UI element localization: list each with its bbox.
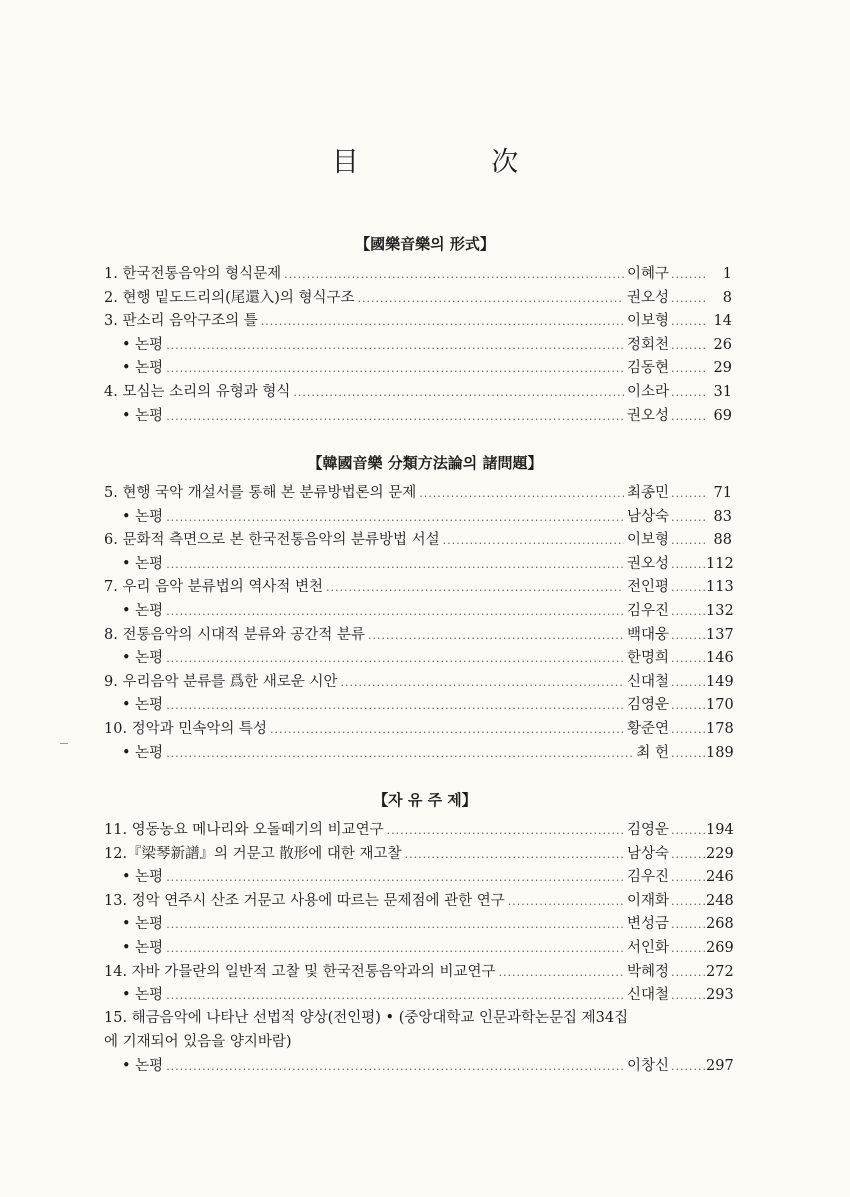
entry-page: 178 [706,720,734,737]
entry-author: 이보형 [626,313,669,330]
leader-dots-page [671,362,705,375]
toc-entry [104,309,732,333]
entry-page: 71 [713,485,732,501]
entry-author: 남상숙 [626,508,669,525]
entry-title: • 논평 [104,741,163,762]
entry-title: • 논평 [104,552,163,573]
leader-dots-page [671,723,705,736]
entry-page: 113 [706,579,734,596]
leader-dots-page [671,676,705,689]
entry-page: 137 [706,626,734,643]
note-line-1: 15. 해금음악에 나타난 선법적 양상(전인평) • (중앙대학교 인문과학논문집 제34집 [104,1010,629,1026]
entry-title: 2. 현행 밑도드리의(尾還入)의 형식구조 [104,289,355,306]
entry-author: 변성금 [626,916,669,933]
entry-title: • 논평 [104,936,163,957]
leader-dots-page [671,581,705,594]
toc-entry [104,1054,732,1078]
entry-page: 170 [706,697,734,714]
entry-page: 297 [706,1058,734,1075]
entry-title: 11. 영동농요 메나리와 오돌떼기의 비교연구 [104,822,384,838]
entry-author: 서인화 [626,939,669,956]
section-heading-classification: 【韓國音樂 分類方法論의 諸問題】 [307,454,543,472]
leader-dots-page [671,918,705,931]
entry-page: 248 [706,892,734,909]
leader-dots-page [671,699,705,712]
toc-entry [104,842,732,866]
toc-entry [104,865,732,889]
leader-dots [326,581,624,594]
entry-author: 이혜구 [626,266,669,282]
leader-dots [166,1060,624,1073]
toc-entry [104,575,732,599]
entry-page: 8 [722,289,732,306]
entry-author: 김우진 [626,869,669,886]
entry-title: • 논평 [104,912,163,933]
entry-author: 백대웅 [626,626,669,643]
entry-page: 88 [713,532,732,549]
leader-dots [166,362,624,375]
toc-list-form [104,262,732,427]
entry-title: • 논평 [104,865,163,886]
leader-dots-page [671,410,705,423]
section-heading-form: 【國樂音樂의 形式】 [355,235,495,253]
leader-dots-page [671,534,705,547]
toc-list-free-topic [104,818,732,1007]
toc-entry [104,404,732,428]
leader-dots [166,652,624,665]
leader-dots [340,676,623,689]
toc-entry [104,552,732,576]
entry-author: 김동현 [626,360,669,377]
entry-page: 272 [706,963,734,980]
entry-title: 1. 한국전통음악의 형식문제 [104,266,282,282]
leader-dots-page [671,268,705,281]
entry-author: 최 헌 [636,744,669,761]
toc-entry [104,670,732,694]
leader-dots-page [671,339,705,352]
toc-entry [104,380,732,404]
entry-author: 김우진 [626,602,669,619]
leader-dots-page [671,942,705,955]
leader-dots-page [671,629,705,642]
leader-dots-page [671,558,705,571]
leader-dots [261,315,624,328]
entry-title: • 논평 [104,404,163,425]
entry-title: 6. 문화적 측면으로 본 한국전통음악의 분류방법 서설 [104,532,440,549]
entry-title: • 논평 [104,599,163,620]
leader-dots [166,989,624,1002]
note-line-2: 에 기재되어 있음을 양지바람) [104,1033,292,1050]
entry-title: • 논평 [104,983,163,1004]
entry-author: 정회천 [626,336,669,353]
entry-page: 229 [706,845,734,862]
entry-page: 146 [706,650,734,667]
entry-author: 최종민 [626,485,669,501]
entry-title: 7. 우리 음악 분류법의 역사적 변천 [104,579,323,596]
leader-dots [368,629,624,642]
entry-title: • 논평 [104,693,163,714]
leader-dots [293,386,624,399]
leader-dots-page [671,487,705,500]
entry-page: 189 [706,744,734,761]
toc-entry [104,717,732,741]
entry-title: • 논평 [104,1054,163,1075]
toc-entry [104,505,732,529]
entry-title: 10. 정악과 민속악의 특성 [104,720,267,737]
leader-dots [405,848,624,861]
leader-dots [166,410,624,423]
leader-dots [166,511,624,524]
leader-dots-page [671,292,705,305]
leader-dots [166,605,624,618]
entry-title: 9. 우리음악 분류를 爲한 새로운 시안 [104,673,338,690]
entry-author: 이소라 [626,383,669,400]
leader-dots-page [671,871,705,884]
entry-title: 13. 정악 연주시 산조 거문고 사용에 따르는 문제점에 관한 연구 [104,892,505,909]
leader-dots [166,942,624,955]
toc-entry [104,623,732,647]
leader-dots [166,747,633,760]
leader-dots-page [671,848,705,861]
entry-title: 3. 판소리 음악구조의 틀 [104,313,258,330]
toc-entry [104,912,732,936]
leader-dots [166,918,624,931]
entry-page: 246 [706,869,734,886]
leader-dots-page [671,652,705,665]
toc-entry [104,936,732,960]
leader-dots-page [671,747,705,760]
leader-dots [166,699,624,712]
toc-entry [104,528,732,552]
toc-entry [104,333,732,357]
entry-page: 69 [713,407,732,424]
toc-entry [104,889,732,913]
entry-title: 12.『梁琴新譜』의 거문고 散形에 대한 재고찰 [104,845,402,862]
leader-dots [508,895,624,908]
leader-dots-page [671,1060,705,1073]
entry-page: 29 [713,360,732,377]
entry-page: 268 [706,916,734,933]
entry-title: • 논평 [104,356,163,377]
entry-author: 김영운 [626,822,669,838]
leader-dots [284,268,624,281]
leader-dots [166,558,624,571]
section-heading-free-topic: 【자 유 주 제】 [373,791,477,809]
entry-author: 황준연 [626,720,669,737]
entry-page: 112 [706,555,734,572]
entry-page: 26 [713,336,732,353]
entry-page: 14 [713,313,732,330]
toc-entry [104,481,732,505]
leader-dots-page [671,824,705,837]
leader-dots-page [671,511,705,524]
entry-author: 이창신 [626,1058,669,1075]
toc-note-block [104,1007,732,1078]
entry-author: 이재화 [626,892,669,909]
margin-mark [60,743,68,744]
entry-title: 14. 자바 가믈란의 일반적 고찰 및 한국전통음악과의 비교연구 [104,963,496,980]
entry-author: 전인평 [626,579,669,596]
entry-author: 이보형 [626,532,669,549]
entry-page: 83 [713,508,732,525]
toc-entry [104,599,732,623]
entry-title: • 논평 [104,646,163,667]
entry-title: 8. 전통음악의 시대적 분류와 공간적 분류 [104,626,365,643]
entry-author: 남상숙 [626,845,669,862]
entry-author: 한명희 [626,650,669,667]
toc-entry [104,262,732,286]
toc-entry [104,960,732,984]
entry-title: 4. 모심는 소리의 유형과 형식 [104,383,291,400]
leader-dots [358,292,624,305]
entry-title: • 논평 [104,505,163,526]
entry-author: 권오성 [626,289,669,306]
leader-dots-page [671,895,705,908]
entry-title: • 논평 [104,333,163,354]
entry-author: 박혜정 [626,963,669,980]
entry-page: 1 [722,266,732,282]
entry-page: 269 [706,939,734,956]
leader-dots-page [671,386,705,399]
leader-dots [419,487,624,500]
leader-dots-page [671,605,705,618]
toc-entry [104,286,732,310]
toc-entry [104,693,732,717]
toc-entry [104,646,732,670]
entry-author: 신대철 [626,673,669,690]
leader-dots [166,339,624,352]
leader-dots [443,534,624,547]
toc-list-classification [104,481,732,764]
entry-page: 194 [706,822,734,838]
leader-dots-page [671,966,705,979]
page-title: 目 次 [331,147,581,178]
leader-dots [166,871,624,884]
entry-page: 31 [713,383,732,400]
entry-author: 권오성 [626,555,669,572]
leader-dots [270,723,624,736]
leader-dots [499,966,624,979]
entry-page: 149 [706,673,734,690]
toc-entry [104,983,732,1007]
leader-dots [387,824,624,837]
leader-dots-page [671,989,705,1002]
toc-entry [104,818,732,842]
entry-author: 김영운 [626,697,669,714]
entry-page: 293 [706,987,734,1004]
entry-author: 신대철 [626,987,669,1004]
entry-author: 권오성 [626,407,669,424]
toc-entry [104,741,732,765]
entry-page: 132 [706,602,734,619]
leader-dots-page [671,315,705,328]
entry-title: 5. 현행 국악 개설서를 통해 본 분류방법론의 문제 [104,485,417,501]
toc-entry [104,356,732,380]
